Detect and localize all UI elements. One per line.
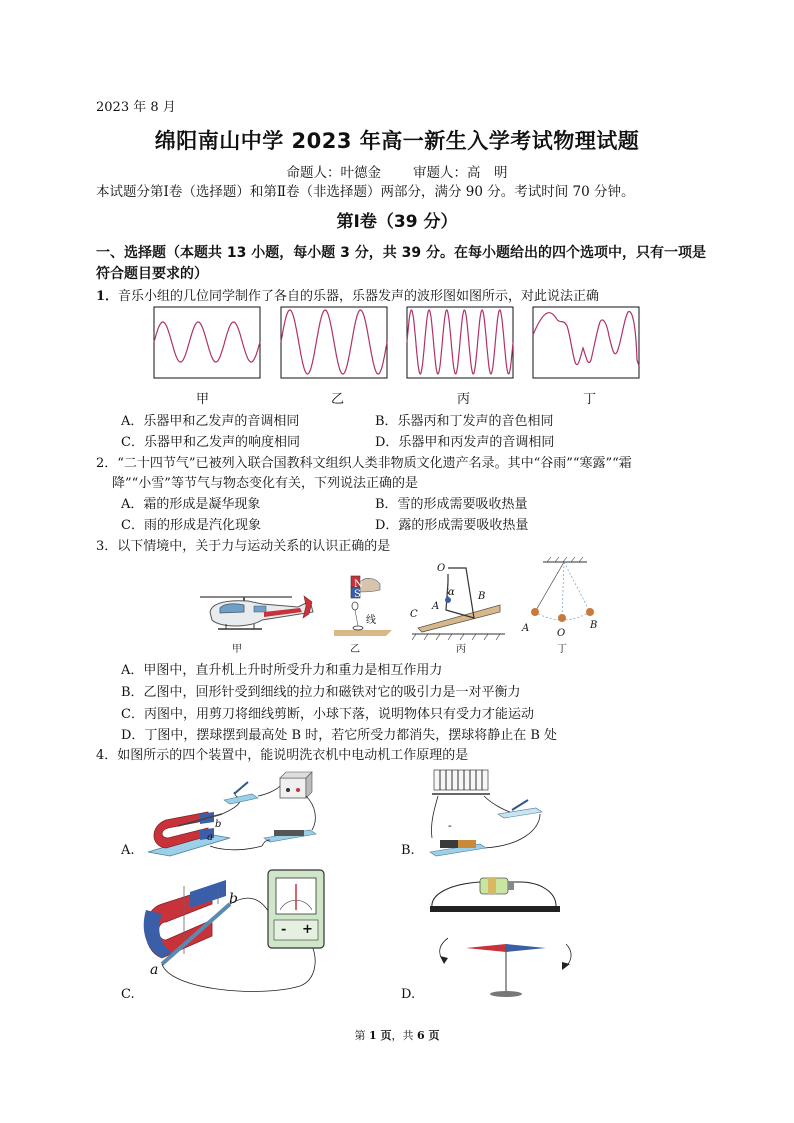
q1-caption-bing: 丙: [457, 392, 471, 407]
question-2-number: 2．: [96, 456, 118, 471]
incline-alpha-label: α: [448, 587, 455, 598]
thread-label: 线: [366, 615, 376, 626]
exam-title: 绵阳南山中学 2023 年高一新生入学考试物理试题: [154, 129, 640, 153]
q2-option-a: A．霜的形成是凝华现象: [121, 497, 261, 512]
page-footer: 第 1 页，共 6 页: [354, 1029, 440, 1042]
apparatus-c: [144, 870, 324, 991]
q4-option-c: C.: [121, 987, 135, 1002]
page-number: 1 页: [369, 1029, 392, 1042]
apparatus-c-a-label: a: [150, 962, 159, 978]
q3-caption-bing: 丙: [456, 644, 466, 655]
section-heading: 一、选择题（本题共 13 小题，每小题 3 分，共 39 分。在每小题给出的四个选项中，只有一项是符合题目要求的）: [96, 245, 706, 282]
question-1-stem: 1．音乐小组的几位同学制作了各自的乐器，乐器发声的波形图如图所示，对此说法正确: [96, 289, 600, 304]
q1-option-a: A．乐器甲和乙发声的音调相同: [121, 414, 300, 429]
q1-caption-yi: 乙: [331, 392, 345, 407]
pendulum-b-label: B: [590, 620, 598, 631]
apparatus-d: [430, 878, 571, 997]
incline-c-label: C: [410, 609, 418, 620]
reviewer: 审题人：高 明: [413, 165, 508, 181]
apparatus-a-b-label: b: [215, 819, 222, 830]
q1-option-c: C．乐器甲和乙发声的响度相同: [121, 435, 300, 450]
q1-caption-ding: 丁: [583, 392, 597, 407]
q3-caption-jia: 甲: [232, 644, 242, 655]
question-2-stem-line2: 降”“小雪”等节气与物态变化有关，下列说法正确的是: [112, 476, 418, 491]
incline-b-label: B: [478, 591, 486, 602]
q1-option-b: B．乐器丙和丁发声的音色相同: [375, 414, 554, 429]
magnet-n-label: N: [354, 579, 363, 590]
q2-option-c: C．雨的形成是汽化现象: [121, 518, 261, 533]
q4-option-a: A.: [121, 843, 135, 858]
incline-o-label: O: [437, 563, 446, 574]
incline-a-label: A: [432, 601, 440, 612]
q4-option-b: B.: [401, 843, 415, 858]
q3-option-b: B．乙图中，回形针受到细线的拉力和磁铁对它的吸引力是一对平衡力: [121, 685, 521, 700]
magnet-s-label: S: [354, 589, 361, 600]
question-3-number: 3．: [96, 539, 118, 554]
q3-caption-yi: 乙: [350, 644, 360, 655]
pendulum-o-label: O: [557, 628, 566, 639]
apparatus-b-minus-label: -: [448, 819, 452, 832]
q4-option-d: D.: [401, 987, 416, 1002]
question-2-stem: 2．“二十四节气”已被列入联合国教科文组织人类非物质文化遗产名录。其中“谷雨”“寒露”“霜: [96, 456, 632, 471]
setter: 命题人：叶德金: [286, 165, 381, 181]
question-3-stem: 3．以下情境中，关于力与运动关系的认识正确的是: [96, 539, 391, 554]
q3-option-c: C．丙图中，用剪刀将细线剪断，小球下落，说明物体只有受力才能运动: [121, 707, 534, 722]
question-4-number: 4．: [96, 748, 118, 763]
galvanometer-minus-label: -: [281, 922, 287, 937]
section-title: 第Ⅰ卷（39 分）: [336, 212, 458, 232]
galvanometer-plus-label: +: [302, 922, 313, 937]
q1-caption-jia: 甲: [196, 392, 210, 407]
q3-option-d: D．丁图中，摆球摆到最高处 B 时，若它所受力都消失，摆球将静止在 B 处: [121, 728, 558, 743]
q1-option-d: D．乐器甲和丙发声的音调相同: [375, 435, 555, 450]
exam-intro: 本试题分第Ⅰ卷（选择题）和第Ⅱ卷（非选择题）两部分，满分 90 分。考试时间 70 分钟。: [96, 184, 635, 200]
question-1-number: 1．: [96, 289, 119, 304]
q3-caption-ding: 丁: [557, 644, 567, 655]
exam-date: 2023 年 8 月: [96, 100, 176, 115]
q3-option-a: A．甲图中，直升机上升时所受升力和重力是相互作用力: [121, 663, 443, 678]
apparatus-b: [430, 770, 542, 856]
q2-option-d: D．露的形成需要吸收热量: [375, 518, 529, 533]
apparatus-a-a-label: a: [207, 832, 213, 843]
question-4-stem: 4．如图所示的四个装置中，能说明洗衣机中电动机工作原理的是: [96, 748, 469, 763]
q2-option-b: B．雪的形成需要吸收热量: [375, 497, 528, 512]
apparatus-c-b-label: b: [229, 891, 238, 907]
pendulum-a-label: A: [522, 623, 530, 634]
apparatus-a: [148, 772, 316, 856]
page-total: 6 页: [417, 1029, 440, 1042]
